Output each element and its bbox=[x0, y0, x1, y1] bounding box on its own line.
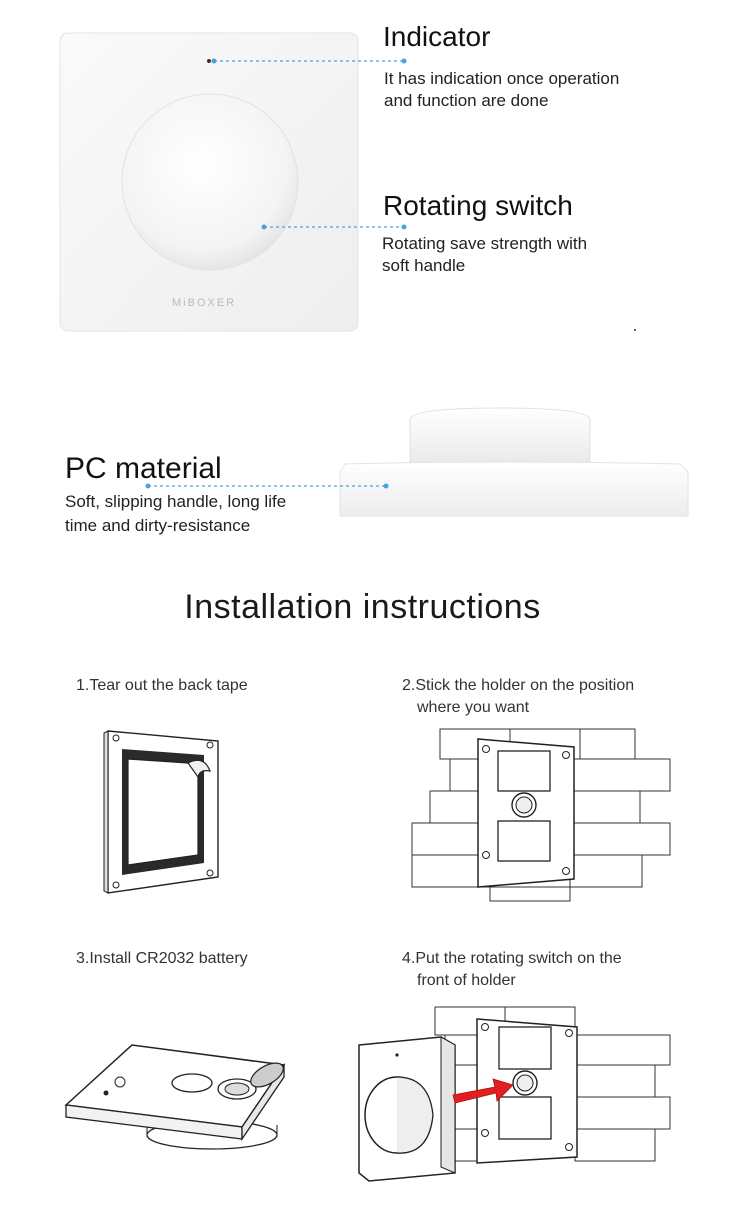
step-2-label: 2.Stick the holder on the position where you want bbox=[402, 677, 635, 716]
step-2-illustration bbox=[410, 725, 675, 905]
brand-logo: MiBOXER bbox=[172, 297, 237, 309]
pc-material-description: Soft, slipping handle, long life time and dirty-resistance bbox=[65, 492, 287, 535]
pc-material-title: PC material bbox=[65, 452, 222, 485]
step-3-illustration bbox=[62, 1015, 302, 1150]
rotating-switch-description: Rotating save strength with soft handle bbox=[382, 234, 588, 275]
indicator-title: Indicator bbox=[383, 21, 491, 52]
step-4-illustration bbox=[355, 1005, 675, 1185]
indicator-description: It has indication once operation and function are done bbox=[384, 69, 620, 110]
switch-front-illustration bbox=[0, 0, 748, 360]
installation-title: Installation instructions bbox=[184, 588, 541, 626]
rotating-switch-title: Rotating switch bbox=[383, 190, 573, 221]
rotating-knob bbox=[122, 94, 298, 270]
step-1-illustration bbox=[100, 725, 225, 900]
step-4-label: 4.Put the rotating switch on the front of holder bbox=[402, 950, 622, 989]
step-1-label: 1.Tear out the back tape bbox=[76, 677, 248, 694]
indicator-dot bbox=[207, 59, 211, 63]
step-3-label: 3.Install CR2032 battery bbox=[76, 950, 248, 967]
